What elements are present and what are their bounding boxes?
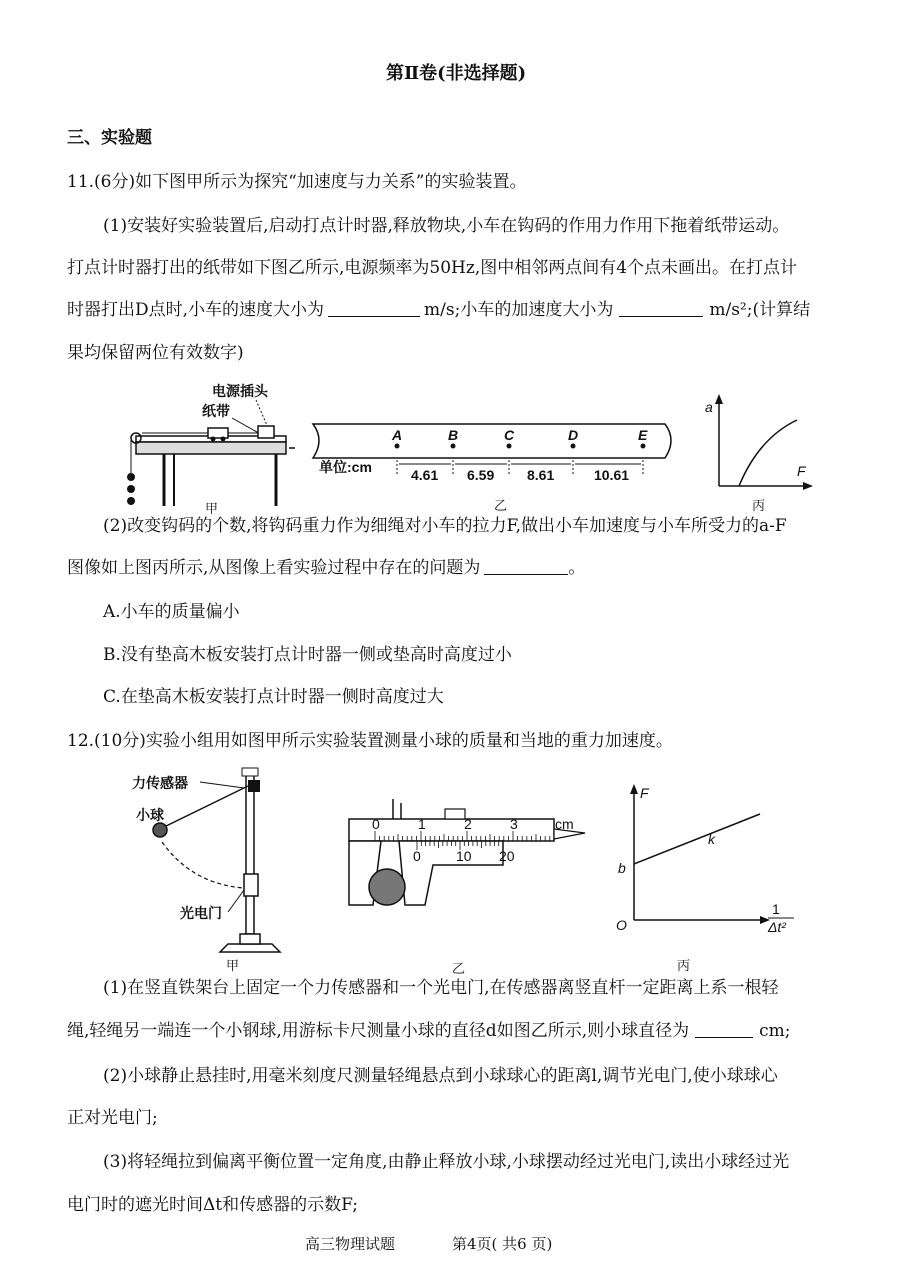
label-force-sensor: 力传感器	[132, 775, 188, 791]
tape-point-label-e: E	[638, 427, 648, 443]
q11-sub1-line3-c: m/s²;(计算结	[709, 300, 811, 320]
intercept-label: b	[618, 860, 626, 876]
main-scale-label: 0	[372, 816, 380, 832]
q12-figure-caliper	[345, 795, 600, 920]
q11-sub2-line2-end: 。	[568, 558, 586, 578]
tape-point-label-d: D	[568, 427, 579, 443]
section-title: 第Ⅱ卷(非选择题)	[386, 63, 527, 84]
q12-sub1-line2-end: cm;	[759, 1021, 791, 1041]
main-scale-label: 3	[510, 816, 518, 832]
q12-sub1-line1: (1)在竖直铁架台上固定一个力传感器和一个光电门,在传感器离竖直杆一定距离上系一根轻	[103, 978, 779, 998]
af-curve	[739, 420, 797, 486]
origin-label: O	[616, 917, 627, 933]
q12-sub2-line2: 正对光电门;	[67, 1108, 158, 1128]
tape-unit-label: 单位:cm	[319, 459, 372, 475]
answer-blank-velocity[interactable]	[328, 300, 420, 317]
tape-dot-b	[451, 444, 456, 449]
tape-segment-label: 4.61	[411, 467, 439, 483]
q11-sub1-line3-a: 时器打出D点时,小车的速度大小为	[67, 300, 325, 320]
caption-fig-yi-12: 乙	[452, 962, 466, 977]
f-x-axis-numerator: 1	[772, 901, 780, 917]
photogate	[244, 874, 258, 896]
main-scale-label: cm	[555, 816, 574, 832]
ball-in-caliper	[369, 869, 405, 905]
q11-option-b: B.没有垫高木板安装打点计时器一侧或垫高时高度过小	[103, 645, 512, 665]
tape-dot-d	[571, 444, 576, 449]
tape-segment-label: 10.61	[594, 467, 630, 483]
answer-blank-problem[interactable]	[484, 558, 568, 575]
f-x-axis-denominator: Δt²	[768, 919, 786, 935]
tape-segment-label: 6.59	[467, 467, 495, 483]
vernier-scale-label: 20	[499, 848, 515, 864]
caption-fig-bing-12: 丙	[677, 959, 691, 974]
q11-figure-apparatus	[124, 378, 299, 518]
q12-sub1-line2	[67, 1021, 790, 1041]
q12-sub2-line1: (2)小球静止悬挂时,用毫米刻度尺测量轻绳悬点到小球球心的距离l,调节光电门,使小球球心	[103, 1066, 778, 1086]
part-heading: 三、实验题	[67, 128, 152, 148]
tape-segments	[397, 460, 643, 483]
q12-sub1-line2-text: 绳,轻绳另一端连一个小钢球,用游标卡尺测量小球的直径d如图乙所示,则小球直径为	[67, 1021, 690, 1041]
label-photogate: 光电门	[180, 905, 222, 921]
caption-fig-yi-11: 乙	[494, 499, 508, 514]
caption-fig-bing-11: 丙	[752, 499, 766, 514]
caption-fig-jia-12: 甲	[226, 959, 240, 974]
q12-sub3-line1: (3)将轻绳拉到偏离平衡位置一定角度,由静止释放小球,小球摆动经过光电门,读出小球经过光	[103, 1152, 790, 1172]
f-y-axis-label: F	[640, 785, 649, 801]
q12-sub3-line2: 电门时的遮光时间Δt和传感器的示数F;	[67, 1195, 359, 1215]
footer-subject: 高三物理试题	[305, 1235, 396, 1253]
vernier-scale-label: 0	[413, 848, 421, 864]
f-line	[634, 814, 760, 864]
q11-sub2-line2	[67, 558, 585, 578]
tape-point-label-b: B	[448, 427, 459, 443]
af-x-axis-label: F	[797, 463, 806, 479]
q11-sub2-line2-text: 图像如上图丙所示,从图像上看实验过程中存在的问题为	[67, 558, 481, 578]
q11-option-c: C.在垫高木板安装打点计时器一侧时高度过大	[103, 687, 444, 707]
vernier-scale-label: 10	[456, 848, 472, 864]
q11-sub1-line3-b: m/s;小车的加速度大小为	[424, 300, 614, 320]
tape-segment-label: 8.61	[527, 467, 555, 483]
ball	[153, 823, 167, 837]
tape-point-label-a: A	[392, 427, 403, 443]
answer-blank-diameter[interactable]	[695, 1021, 753, 1038]
q11-sub1-line4: 果均保留两位有效数字)	[67, 343, 244, 363]
label-tape: 纸带	[202, 403, 230, 419]
q11-figure-tape	[305, 420, 690, 488]
af-y-axis-label: a	[705, 399, 713, 415]
tape-dot-e	[641, 444, 646, 449]
q11-sub1-line2: 打点计时器打出的纸带如下图乙所示,电源频率为50Hz,图中相邻两点间有4个点未画出。在打点计	[67, 258, 798, 278]
q12-stem: 12.(10分)实验小组用如图甲所示实验装置测量小球的质量和当地的重力加速度。	[67, 731, 673, 751]
label-ball: 小球	[136, 807, 164, 823]
q11-option-a: A.小车的质量偏小	[103, 602, 240, 622]
caption-fig-jia-11: 甲	[205, 502, 219, 517]
main-scale-label: 1	[418, 816, 426, 832]
footer-page: 第4页( 共6 页)	[452, 1235, 553, 1253]
q11-sub1-line3	[67, 300, 810, 320]
tape-point-label-c: C	[504, 427, 515, 443]
q11-sub2-line1: (2)改变钩码的个数,将钩码重力作为细绳对小车的拉力F,做出小车加速度与小车所受力的a-F	[103, 516, 787, 536]
label-power-plug: 电源插头	[212, 383, 268, 399]
q11-stem: 11.(6分)如下图甲所示为探究“加速度与力关系”的实验装置。	[67, 172, 527, 192]
answer-blank-acceleration[interactable]	[619, 300, 703, 317]
tape-dot-a	[395, 444, 400, 449]
q11-figure-af-graph	[705, 392, 815, 492]
tape-dot-c	[507, 444, 512, 449]
force-sensor-block	[248, 780, 260, 792]
main-scale-label: 2	[464, 816, 472, 832]
q12-figure-apparatus	[132, 762, 292, 957]
q12-figure-f-graph	[612, 780, 802, 940]
slope-label: k	[708, 831, 715, 847]
q11-sub1-line1: (1)安装好实验装置后,启动打点计时器,释放物块,小车在钩码的作用力作用下拖着纸带运动。	[103, 216, 790, 236]
